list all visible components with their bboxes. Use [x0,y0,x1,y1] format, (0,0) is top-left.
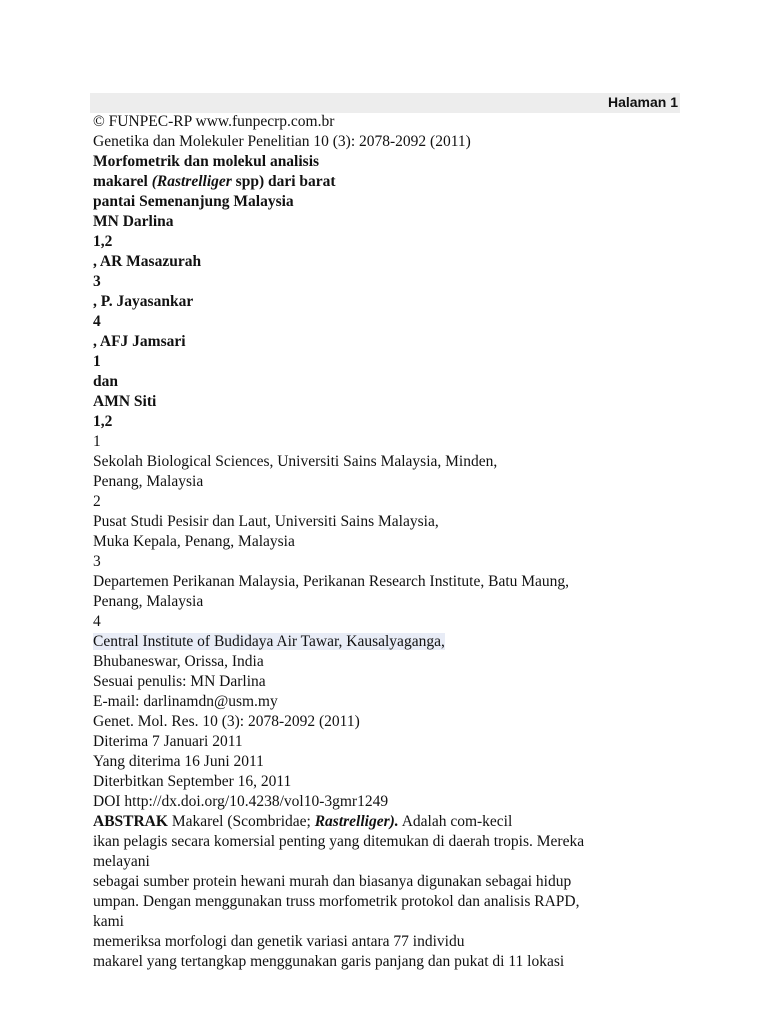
author-conjunction: dan [93,373,118,390]
abstract-line: umpan. Dengan menggunakan truss morfometrik protokol dan analisis RAPD, [93,893,580,910]
author-affiliation-number: 4 [93,313,101,330]
genus-name: (Rastrelliger [151,173,232,190]
abstract-line: ikan pelagis secara komersial penting yang ditemukan di daerah tropis. Mereka [93,833,585,850]
abstract-line: memeriksa morfologi dan genetik variasi antara 77 individu [93,933,465,950]
abstract-line: melayani [93,853,150,870]
author-affiliation-number: 3 [93,273,101,290]
document-content [93,112,663,972]
accepted-date: Yang diterima 16 Juni 2011 [93,753,264,770]
corresponding-author: Sesuai penulis: MN Darlina [93,673,266,690]
affiliation-line: Sekolah Biological Sciences, Universiti Sains Malaysia, Minden, [93,453,498,470]
affiliation-line: Pusat Studi Pesisir dan Laut, Universiti Sains Malaysia, [93,513,439,530]
title-text: spp) dari barat [231,173,336,190]
affiliation-line: Muka Kepala, Penang, Malaysia [93,533,295,550]
title-line-1: Morfometrik dan molekul analisis [93,153,320,170]
affiliation-line: Penang, Malaysia [93,473,204,490]
copyright-line: © FUNPEC-RP www.funpecrp.com.br [93,113,335,130]
author-name: , AFJ Jamsari [93,333,186,350]
page-header-bar [90,93,680,113]
abstract-line: sebagai sumber protein hewani murah dan biasanya digunakan sebagai hidup [93,873,572,890]
title-text: makarel [93,173,152,190]
abstract-first-line [93,812,663,832]
affiliation-number: 3 [93,553,101,570]
affiliation-line: Departemen Perikanan Malaysia, Perikanan Research Institute, Batu Maung, [93,573,570,590]
abstract-text: Makarel (Scombridae; [167,813,315,830]
author-name: MN Darlina [93,213,174,230]
published-date: Diterbitkan September 16, 2011 [93,773,292,790]
abstract-label: ABSTRAK [93,813,168,830]
doi-line: DOI http://dx.doi.org/10.4238/vol10-3gmr1249 [93,793,389,810]
genus-name: Rastrelliger). [314,813,399,830]
journal-line: Genetika dan Molekuler Penelitian 10 (3): 2078-2092 (2011) [93,133,471,150]
citation-line: Genet. Mol. Res. 10 (3): 2078-2092 (2011) [93,713,360,730]
affiliation-number: 4 [93,613,101,630]
author-affiliation-number: 1,2 [93,413,113,430]
abstract-line: kami [93,913,124,930]
author-name: , P. Jayasankar [93,293,194,310]
author-name: , AR Masazurah [93,253,202,270]
author-affiliation-number: 1,2 [93,233,113,250]
title-line-2 [93,172,663,192]
affiliation-line: Bhubaneswar, Orissa, India [93,653,264,670]
page-number-label: Halaman 1 [607,94,678,110]
author-affiliation-number: 1 [93,353,101,370]
email-line: E-mail: darlinamdn@usm.my [93,693,278,710]
abstract-line: makarel yang tertangkap menggunakan garis panjang dan pukat di 11 lokasi [93,953,565,970]
author-name: AMN Siti [93,393,157,410]
affiliation-number: 1 [93,433,101,450]
affiliation-number: 2 [93,493,101,510]
affiliation-line: Penang, Malaysia [93,593,204,610]
highlighted-text[interactable]: Central Institute of Budidaya Air Tawar, Kausalyaganga, [93,633,445,650]
received-date: Diterima 7 Januari 2011 [93,733,243,750]
affiliation-line-highlighted [93,632,663,652]
abstract-text: Adalah com-kecil [398,813,513,830]
title-line-3: pantai Semenanjung Malaysia [93,193,294,210]
